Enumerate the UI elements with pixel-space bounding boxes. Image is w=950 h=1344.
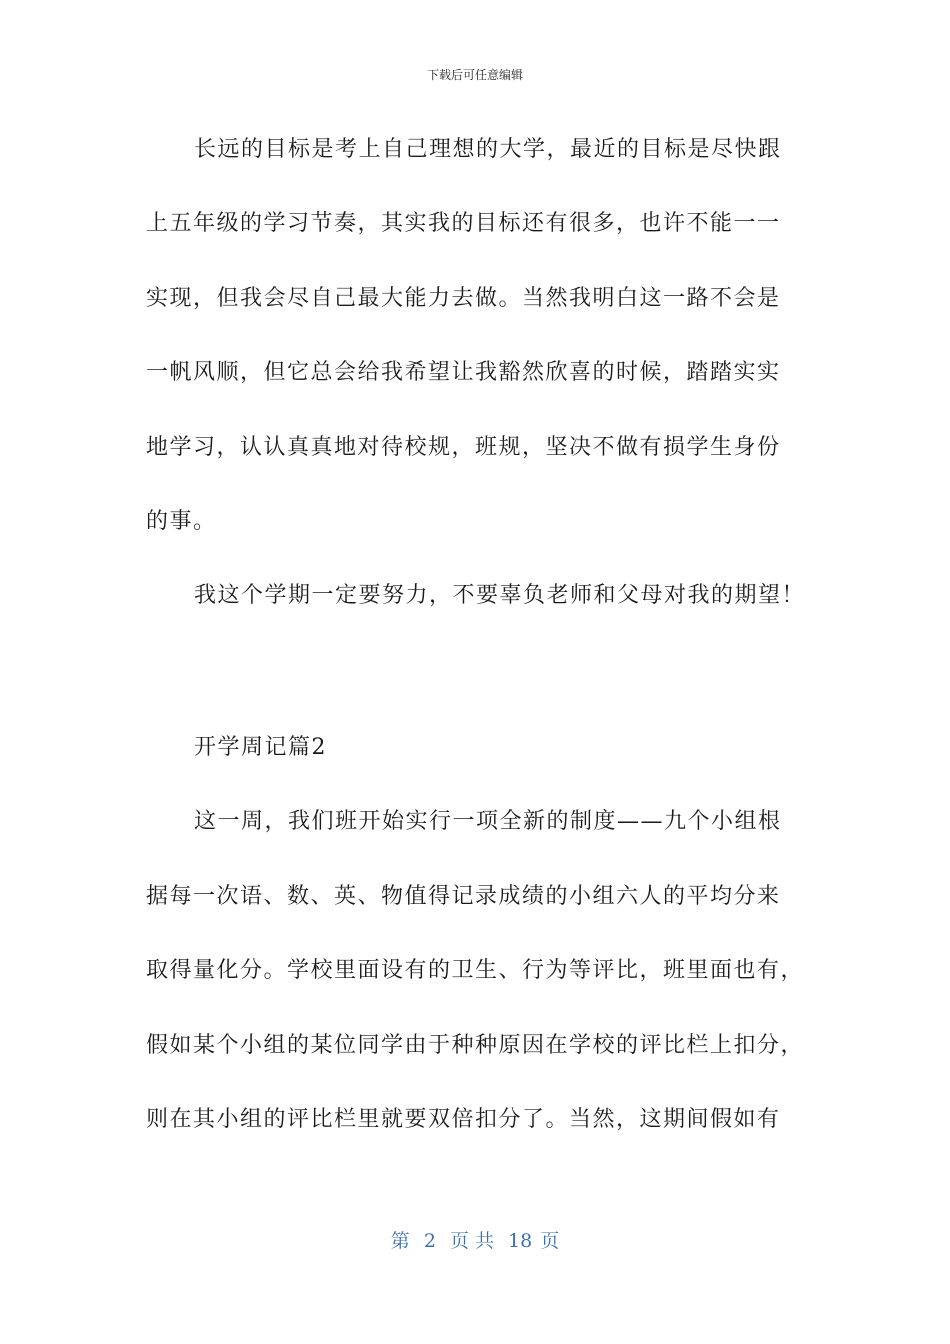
footer-suffix: 页 — [540, 1230, 560, 1252]
text-line: 我这个学期一定要努力，不要辜负老师和父母对我的期望！ — [194, 583, 806, 608]
text-line: 长远的目标是考上自己理想的大学，最近的目标是尽快跟 — [194, 137, 782, 162]
text-line: 一帆风顺，但它总会给我希望让我豁然欣喜的时候，踏踏实实 — [146, 360, 781, 385]
text-line: 这一周，我们班开始实行一项全新的制度——九个小组根 — [194, 809, 782, 834]
text-line: 上五年级的学习节奏，其实我的目标还有很多，也许不能一一 — [146, 211, 781, 236]
section-heading: 开学周记篇2 — [194, 735, 327, 760]
footer-mid: 页 共 — [449, 1230, 494, 1252]
text-line: 实现，但我会尽自己最大能力去做。当然我明白这一路不会是 — [146, 286, 781, 311]
text-line: 据每一次语、数、英、物值得记录成绩的小组六人的平均分来 — [146, 884, 781, 909]
page-footer — [0, 1226, 950, 1253]
text-line: 的事。 — [146, 509, 217, 534]
text-line: 地学习，认认真真地对待校规，班规，坚决不做有损学生身份 — [146, 435, 781, 460]
text-line: 假如某个小组的某位同学由于种种原因在学校的评比栏上扣分， — [146, 1033, 805, 1058]
page-header: 下载后可任意编辑 — [426, 68, 523, 82]
footer-page-number: 2 — [423, 1230, 436, 1252]
footer-total-pages: 18 — [508, 1230, 533, 1252]
footer-prefix: 第 — [390, 1230, 410, 1252]
text-line: 则在其小组的评比栏里就要双倍扣分了。当然，这期间假如有 — [146, 1107, 781, 1132]
text-line: 取得量化分。学校里面设有的卫生、行为等评比，班里面也有， — [146, 958, 805, 983]
